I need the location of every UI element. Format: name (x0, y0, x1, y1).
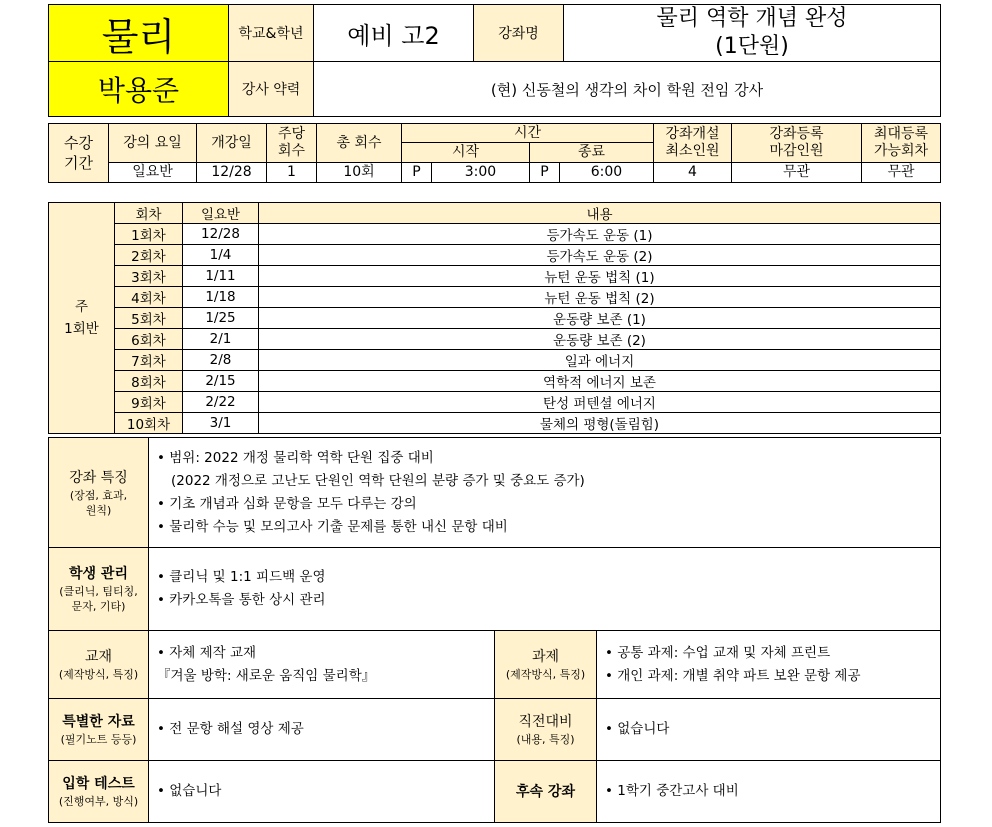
schedule-table (48, 123, 941, 183)
special-material-label: 특별한 자료 (필기노트 등등) (49, 699, 149, 761)
time-header: 시간 (402, 124, 654, 143)
weekly-count-value: 1 (267, 163, 317, 183)
table-row: 3회차 1/11 뉴턴 운동 법칙 (1) (49, 266, 941, 287)
entrance-test-label: 입학 테스트 (진행여부, 방식) (49, 761, 149, 823)
total-count-value: 10회 (317, 163, 402, 183)
table-row: 1회차 12/28 등가속도 운동 (1) (49, 224, 941, 245)
pre-exam-label: 직전대비 (내용, 특징) (495, 699, 597, 761)
table-row: 10회차 3/1 물체의 평형(돌림힘) (49, 413, 941, 434)
career-label: 강사 약력 (229, 62, 314, 117)
table-row: 2회차 1/4 등가속도 운동 (2) (49, 245, 941, 266)
homework-content: • 공통 과제: 수업 교재 및 자체 프린트 • 개인 과제: 개별 취약 파트 보완 문항 제공 (597, 631, 941, 699)
special-material-content: • 전 문항 해설 영상 제공 (149, 699, 495, 761)
min-enroll-value: 4 (654, 163, 732, 183)
homework-label: 과제 (제작방식, 특징) (495, 631, 597, 699)
content-header: 내용 (259, 203, 941, 224)
table-row: 9회차 2/22 탄성 퍼텐셜 에너지 (49, 392, 941, 413)
follow-up-label: 후속 강좌 (495, 761, 597, 823)
total-count-header: 총 회수 (317, 124, 402, 163)
start-time: 3:00 (432, 163, 530, 183)
textbook-content: • 자체 제작 교재 『겨울 방학: 새로운 움직임 물리학』 (149, 631, 495, 699)
course-features-content: • 범위: 2022 개정 물리학 역학 단원 집중 대비 (2022 개정으로 고난도 단원인 역학 단원의 분량 증가 및 중요도 증가) • 기초 개념과 심화 문항을 모두 다루는 강의 • 물리학 수능 및 모의고사 기출 문제를 통한 내신 문항 대비 (149, 438, 941, 548)
course-features-label: 강좌 특징 (장점, 효과, 원칙) (49, 438, 149, 548)
course-header-table (48, 4, 941, 117)
date-header: 일요반 (183, 203, 259, 224)
start-ampm: P (402, 163, 432, 183)
min-enroll-header: 강좌개설 최소인원 (654, 124, 732, 163)
time-end-header: 종료 (530, 143, 654, 163)
follow-up-content: • 1학기 중간고사 대비 (597, 761, 941, 823)
table-row: 6회차 2/1 운동량 보존 (2) (49, 329, 941, 350)
max-enroll-value: 무관 (862, 163, 941, 183)
textbook-label: 교재 (제작방식, 특징) (49, 631, 149, 699)
start-date-value: 12/28 (197, 163, 267, 183)
period-label: 수강 기간 (49, 124, 109, 183)
deadline-header: 강좌등록 마감인원 (732, 124, 862, 163)
weekly-curriculum-table (48, 202, 941, 434)
course-title-line2: (1단원) (715, 34, 789, 59)
entrance-test-content: • 없습니다 (149, 761, 495, 823)
course-title-line1: 물리 역학 개념 완성 (656, 6, 848, 31)
end-time: 6:00 (560, 163, 654, 183)
course-features-table (48, 437, 941, 823)
subject-name: 물리 (49, 5, 229, 62)
weekly-count-header: 주당 회수 (267, 124, 317, 163)
course-name-label: 강좌명 (474, 5, 564, 62)
student-mgmt-label: 학생 관리 (클리닉, 팀티칭, 문자, 기타) (49, 548, 149, 631)
student-mgmt-content: • 클리닉 및 1:1 피드백 운영 • 카카오톡을 통한 상시 관리 (149, 548, 941, 631)
pre-exam-content: • 없습니다 (597, 699, 941, 761)
course-title (564, 5, 941, 62)
table-row: 5회차 1/25 운동량 보존 (1) (49, 308, 941, 329)
teacher-name: 박용준 (49, 62, 229, 117)
start-date-header: 개강일 (197, 124, 267, 163)
max-enroll-header: 최대등록 가능회차 (862, 124, 941, 163)
day-header: 강의 요일 (109, 124, 197, 163)
end-ampm: P (530, 163, 560, 183)
time-start-header: 시작 (402, 143, 530, 163)
session-header: 회차 (115, 203, 183, 224)
day-value: 일요반 (109, 163, 197, 183)
career-value: (현) 신동철의 생각의 차이 학원 전임 강사 (314, 62, 941, 117)
table-row: 8회차 2/15 역학적 에너지 보존 (49, 371, 941, 392)
table-row: 7회차 2/8 일과 에너지 (49, 350, 941, 371)
deadline-value: 무관 (732, 163, 862, 183)
school-grade-value: 예비 고2 (314, 5, 474, 62)
school-grade-label: 학교&학년 (229, 5, 314, 62)
table-row: 4회차 1/18 뉴턴 운동 법칙 (2) (49, 287, 941, 308)
weekly-side-label: 주 1회반 (49, 203, 115, 434)
